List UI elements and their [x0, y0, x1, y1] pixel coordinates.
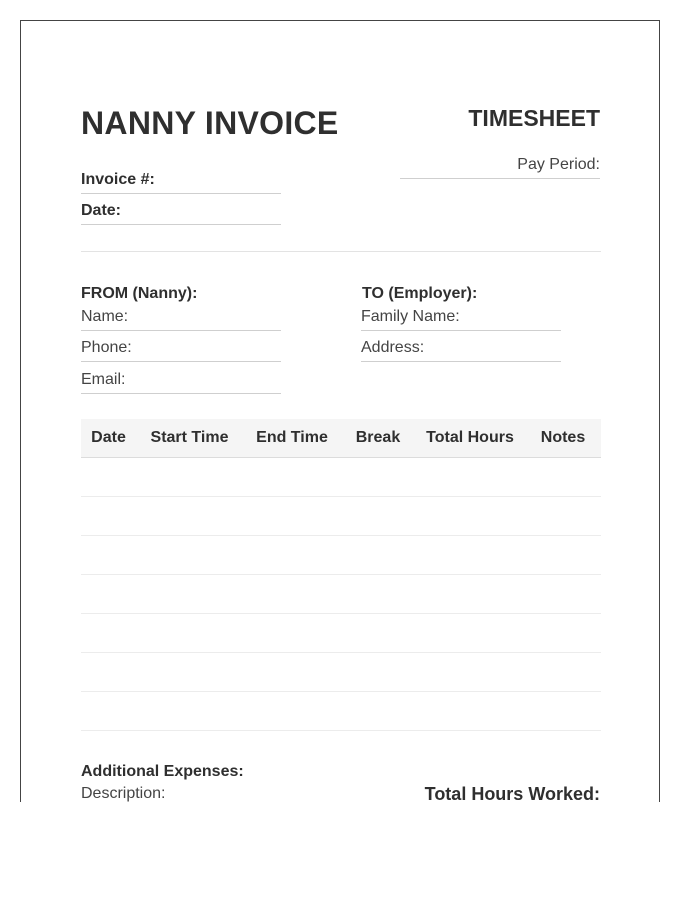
nanny-email-field[interactable]: Email:	[81, 371, 281, 394]
nanny-name-field[interactable]: Name:	[81, 308, 281, 331]
section-divider	[81, 251, 601, 252]
table-body	[81, 458, 601, 731]
expenses-heading: Additional Expenses:	[81, 763, 244, 780]
table-row[interactable]	[81, 575, 601, 614]
column-header-total-hours: Total Hours	[426, 429, 514, 446]
column-header-start-time: Start Time	[150, 429, 229, 446]
table-row[interactable]	[81, 653, 601, 692]
nanny-phone-field[interactable]: Phone:	[81, 339, 281, 362]
table-row[interactable]	[81, 458, 601, 497]
total-hours-worked-label: Total Hours Worked:	[424, 784, 600, 802]
address-field[interactable]: Address:	[361, 339, 561, 362]
table-row[interactable]	[81, 614, 601, 653]
pay-period-field[interactable]: Pay Period:	[400, 156, 600, 179]
invoice-date-field[interactable]: Date:	[81, 202, 281, 225]
column-header-break: Break	[355, 429, 401, 446]
invoice-number-field[interactable]: Invoice #:	[81, 171, 281, 194]
table-row[interactable]	[81, 692, 601, 731]
table-row[interactable]	[81, 497, 601, 536]
timesheet-table	[81, 419, 601, 731]
table-row[interactable]	[81, 536, 601, 575]
to-heading: TO (Employer):	[362, 285, 478, 302]
from-heading: FROM (Nanny):	[81, 285, 198, 302]
table-header	[81, 419, 601, 458]
column-header-notes: Notes	[540, 429, 586, 446]
timesheet-heading: TIMESHEET	[468, 105, 600, 131]
family-name-field[interactable]: Family Name:	[361, 308, 561, 331]
column-header-date: Date	[91, 429, 126, 446]
invoice-sheet	[20, 20, 660, 802]
column-header-end-time: End Time	[256, 429, 328, 446]
page-title: NANNY INVOICE	[81, 105, 339, 141]
expense-description-label: Description:	[81, 785, 166, 802]
